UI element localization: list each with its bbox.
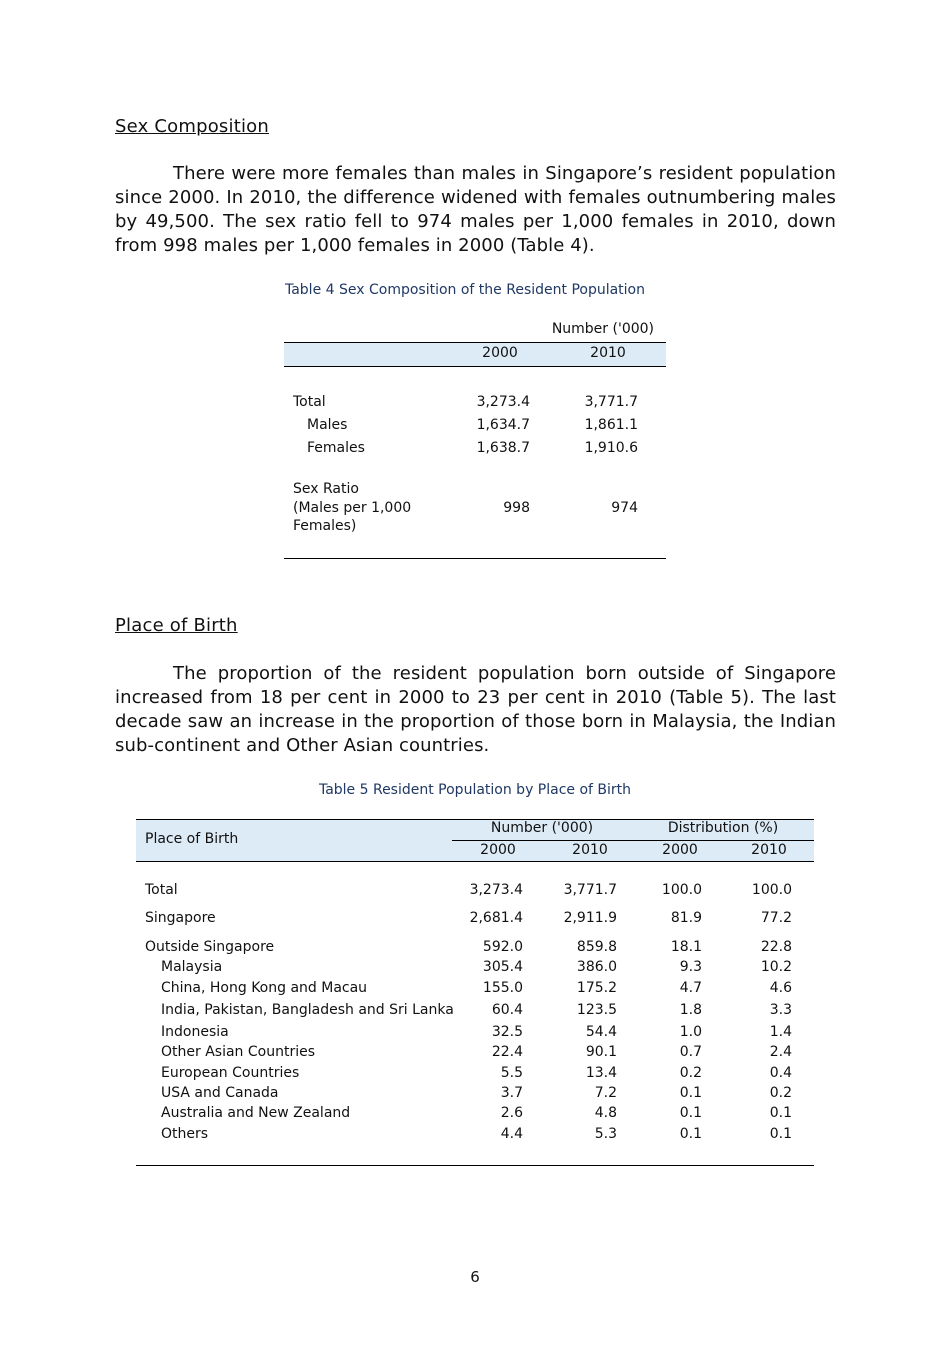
table-5-group-number: Number ('000): [490, 820, 594, 836]
cell-number-2000: 3.7: [500, 1085, 523, 1101]
row-label: USA and Canada: [161, 1085, 279, 1101]
place-of-birth-heading: Place of Birth: [115, 615, 238, 636]
table-4-header-rule: [284, 366, 666, 367]
cell-dist-2000: 0.1: [679, 1126, 702, 1142]
page-number: 6: [470, 1268, 480, 1286]
cell-number-2010: 123.5: [576, 1002, 617, 1018]
cell-dist-2010: 3.3: [769, 1002, 792, 1018]
cell-number-2010: 5.3: [594, 1126, 617, 1142]
cell-2010: 1,861.1: [584, 417, 638, 433]
sex-ratio-label-line-2: (Males per 1,000: [293, 500, 412, 516]
cell-dist-2010: 0.1: [769, 1126, 792, 1142]
cell-number-2000: 305.4: [482, 959, 523, 975]
table-5-caption: Table 5 Resident Population by Place of Birth: [318, 782, 632, 798]
cell-dist-2010: 77.2: [760, 910, 792, 926]
cell-dist-2010: 10.2: [760, 959, 792, 975]
cell-dist-2010: 2.4: [769, 1044, 792, 1060]
sex-composition-paragraph: There were more females than males in Singapore’s resident population since 2000. In 2010, the difference widened with females outnumbering males by 49,500. The sex ratio fell to 974 males per 1,000 females in 2010, down from 998 males per 1,000 females in 2000 (Table 4).: [115, 163, 836, 256]
cell-dist-2010: 0.1: [769, 1105, 792, 1121]
table-4-top-rule: [284, 342, 666, 343]
cell-dist-2000: 1.8: [679, 1002, 702, 1018]
sex-ratio-label-line-1: Sex Ratio: [293, 481, 359, 497]
cell-number-2000: 2,681.4: [469, 910, 523, 926]
cell-2000: 3,273.4: [476, 394, 530, 410]
table-5-group-distribution: Distribution (%): [667, 820, 779, 836]
row-label: Total: [293, 394, 326, 410]
sex-ratio-label-line-3: Females): [293, 518, 357, 534]
table-4-col-2000: 2000: [482, 345, 518, 361]
cell-number-2010: 2,911.9: [563, 910, 617, 926]
cell-2000: 998: [503, 500, 530, 516]
place-of-birth-paragraph: The proportion of the resident population born outside of Singapore increased from 18 per cent in 2000 to 23 per cent in 2010 (Table 5). The last decade saw an increase in the proportion of those born in Malaysia, the Indian sub-continent and Other Asian countries.: [115, 663, 836, 756]
cell-2010: 3,771.7: [584, 394, 638, 410]
cell-dist-2000: 81.9: [670, 910, 702, 926]
row-label: Others: [161, 1126, 209, 1142]
cell-number-2000: 32.5: [491, 1024, 523, 1040]
cell-number-2010: 386.0: [576, 959, 617, 975]
cell-dist-2010: 100.0: [751, 882, 792, 898]
cell-number-2010: 859.8: [576, 939, 617, 955]
cell-dist-2000: 0.2: [679, 1065, 702, 1081]
table-4-col-2010: 2010: [590, 345, 626, 361]
cell-dist-2000: 100.0: [661, 882, 702, 898]
table-4-bottom-rule: [284, 558, 666, 559]
cell-number-2000: 3,273.4: [469, 882, 523, 898]
cell-number-2000: 592.0: [482, 939, 523, 955]
table-5-col-dist-2000: 2000: [662, 842, 698, 858]
cell-dist-2000: 18.1: [670, 939, 702, 955]
table-4-unit: Number ('000): [551, 321, 654, 337]
cell-number-2000: 4.4: [500, 1126, 523, 1142]
row-label: Total: [145, 882, 178, 898]
row-label: Malaysia: [161, 959, 223, 975]
cell-dist-2000: 0.1: [679, 1105, 702, 1121]
cell-dist-2000: 0.1: [679, 1085, 702, 1101]
cell-dist-2010: 1.4: [769, 1024, 792, 1040]
cell-number-2010: 7.2: [594, 1085, 617, 1101]
cell-number-2010: 175.2: [576, 980, 617, 996]
table-5-col-number-2000: 2000: [480, 842, 516, 858]
cell-number-2010: 4.8: [594, 1105, 617, 1121]
cell-number-2000: 2.6: [500, 1105, 523, 1121]
row-label: Other Asian Countries: [161, 1044, 315, 1060]
cell-dist-2000: 0.7: [679, 1044, 702, 1060]
cell-2010: 974: [611, 500, 638, 516]
row-label: Singapore: [145, 910, 216, 926]
table-4-caption: Table 4 Sex Composition of the Resident Population: [284, 282, 645, 298]
row-label: Females: [307, 440, 365, 456]
cell-2010: 1,910.6: [584, 440, 638, 456]
cell-dist-2010: 0.2: [769, 1085, 792, 1101]
cell-number-2000: 5.5: [500, 1065, 523, 1081]
sex-composition-heading: Sex Composition: [115, 116, 269, 137]
cell-2000: 1,634.7: [476, 417, 530, 433]
row-label: Males: [307, 417, 348, 433]
cell-number-2010: 13.4: [585, 1065, 617, 1081]
cell-number-2000: 60.4: [491, 1002, 523, 1018]
cell-number-2010: 90.1: [585, 1044, 617, 1060]
cell-2000: 1,638.7: [476, 440, 530, 456]
cell-dist-2000: 4.7: [679, 980, 702, 996]
cell-number-2010: 3,771.7: [563, 882, 617, 898]
row-label: Outside Singapore: [145, 939, 275, 955]
cell-dist-2010: 4.6: [769, 980, 792, 996]
table-5-col-place: Place of Birth: [145, 831, 239, 847]
cell-dist-2000: 1.0: [679, 1024, 702, 1040]
cell-number-2000: 22.4: [491, 1044, 523, 1060]
cell-number-2000: 155.0: [482, 980, 523, 996]
table-5-col-number-2010: 2010: [572, 842, 608, 858]
row-label: India, Pakistan, Bangladesh and Sri Lanka: [161, 1002, 454, 1018]
table-5-header-rule: [136, 861, 814, 862]
cell-dist-2010: 0.4: [769, 1065, 792, 1081]
row-label: China, Hong Kong and Macau: [161, 980, 368, 996]
row-label: Indonesia: [161, 1024, 229, 1040]
cell-dist-2010: 22.8: [760, 939, 792, 955]
table-5-bottom-rule: [136, 1165, 814, 1166]
row-label: European Countries: [161, 1065, 300, 1081]
row-label: Australia and New Zealand: [161, 1105, 351, 1121]
table-5-col-dist-2010: 2010: [751, 842, 787, 858]
cell-number-2010: 54.4: [585, 1024, 617, 1040]
cell-dist-2000: 9.3: [679, 959, 702, 975]
table-5-group-rule: [452, 840, 814, 841]
